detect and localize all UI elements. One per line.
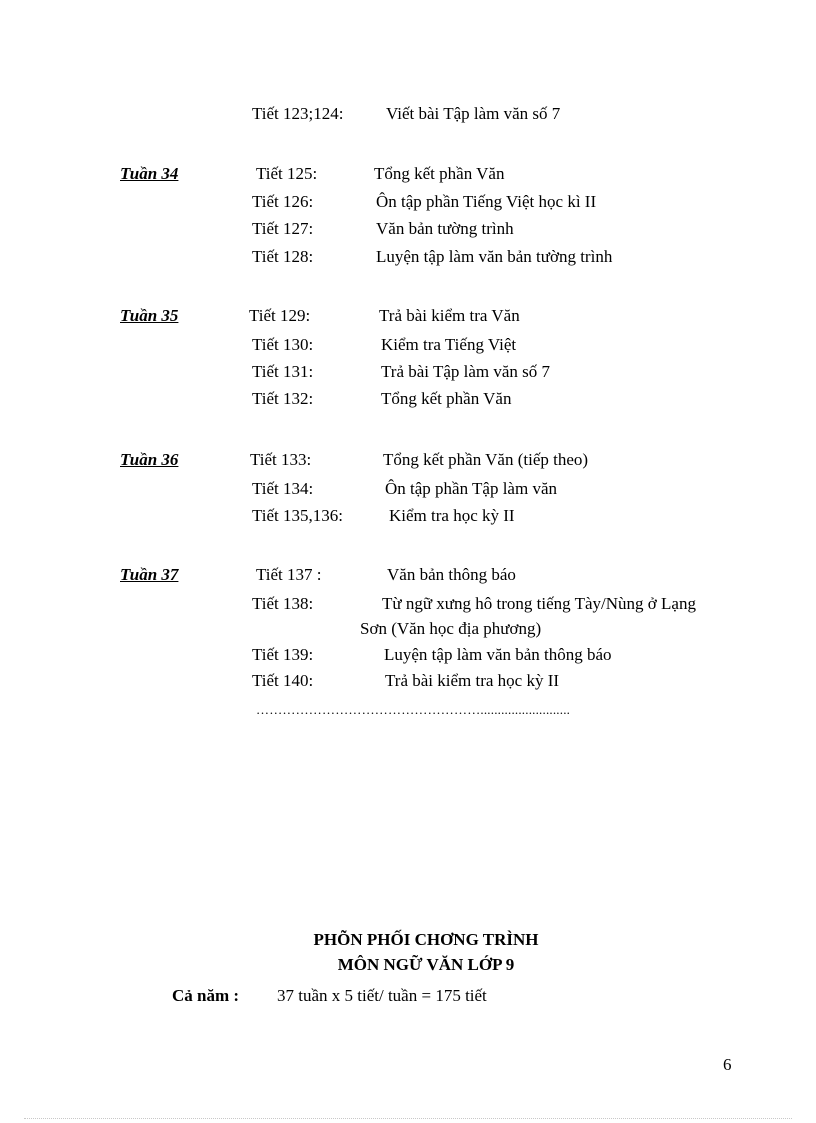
period-code: Tiết 126: [252, 192, 314, 211]
period-code: Tiết 127: [252, 219, 314, 238]
week-label: Tuần 34 [120, 164, 179, 183]
period-code: Tiết 135,136: [252, 506, 344, 525]
period-topic: Ôn tập phần Tiếng Việt học kì II [376, 192, 597, 211]
week-label: Tuần 37 [120, 565, 179, 584]
period-code: Tiết 139: [252, 645, 314, 664]
period-code: Tiết 140: [252, 671, 314, 690]
page-number: 6 [723, 1055, 732, 1074]
period-code: Tiết 131: [252, 362, 314, 381]
period-code: Tiết 125: [256, 164, 318, 183]
year-label: Cả năm : [172, 986, 240, 1005]
period-topic: Văn bản tường trình [376, 219, 514, 238]
period-topic: Tổng kết phần Văn [381, 389, 512, 408]
period-code: Tiết 128: [252, 247, 314, 266]
period-topic: Từ ngữ xưng hô trong tiếng Tày/Nùng ở Lạng [382, 594, 696, 613]
period-topic: Luyện tập làm văn bản tường trình [376, 247, 613, 266]
page-bottom-border [24, 1118, 792, 1119]
period-topic: Viết bài Tập làm văn số 7 [386, 104, 561, 123]
week-label: Tuần 35 [120, 306, 179, 325]
period-topic: Tổng kết phần Văn (tiếp theo) [383, 450, 589, 469]
period-topic: Luyện tập làm văn bản thông báo [384, 645, 612, 664]
period-topic: Trả bài kiểm tra học kỳ II [385, 671, 560, 690]
period-topic: Trả bài Tập làm văn số 7 [381, 362, 551, 381]
period-code: Tiết 132: [252, 389, 314, 408]
period-topic: Tổng kết phần Văn [374, 164, 505, 183]
period-topic: Kiểm tra học kỳ II [389, 506, 515, 525]
period-topic-continued: Sơn (Văn học địa phương) [360, 619, 542, 638]
period-code: Tiết 133: [250, 450, 312, 469]
period-code: Tiết 138: [252, 594, 314, 613]
period-topic: Ôn tập phần Tập làm văn [385, 479, 558, 498]
program-title: PHÕN PHỐI CHƠNG TRÌNH [313, 930, 539, 949]
period-code: Tiết 137 : [256, 565, 322, 584]
period-code: Tiết 134: [252, 479, 314, 498]
period-topic: Trả bài kiểm tra Văn [379, 306, 520, 325]
program-subtitle: MÔN NGỮ VĂN LỚP 9 [337, 955, 515, 974]
period-code: Tiết 123;124: [252, 104, 344, 123]
year-value: 37 tuần x 5 tiết/ tuần = 175 tiết [277, 986, 487, 1005]
period-code: Tiết 130: [252, 335, 314, 354]
period-topic: Văn bản thông báo [387, 565, 516, 584]
period-topic: Kiểm tra Tiếng Việt [381, 335, 517, 354]
period-code: Tiết 129: [249, 306, 311, 325]
week-label: Tuần 36 [120, 450, 179, 469]
dotted-separator: …………………………………………….......................... [256, 702, 571, 717]
